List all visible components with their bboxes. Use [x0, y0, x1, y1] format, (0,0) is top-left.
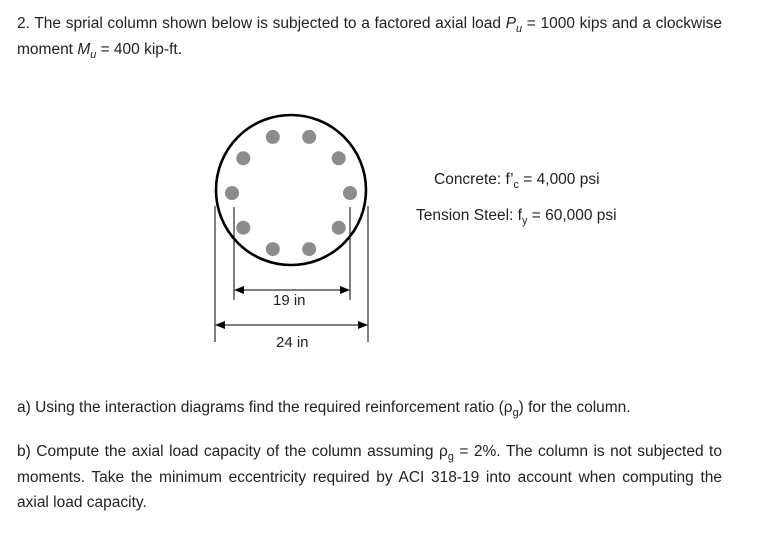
concrete-strength	[434, 170, 600, 190]
concrete-value: = 4,000 psi	[523, 171, 600, 188]
outer-arrow-left	[215, 321, 225, 329]
rebar-1	[302, 130, 316, 144]
part-a-text-2: ) for the column.	[518, 399, 631, 416]
part-b-text-2: = 2%. The column is not subjected to moments. Take the minimum eccentricity required by ACI 318-19 into account when computing the axial load capacity.	[17, 443, 722, 511]
rebar-4	[332, 221, 346, 235]
rebar-10	[266, 130, 280, 144]
problem-text-2: = 1000 kips and a clockwise moment	[17, 15, 723, 58]
part-a-subscript: g	[512, 407, 519, 420]
steel-strength	[416, 206, 617, 226]
part-b-text-1: b) Compute the axial load capacity of the column assuming ρ	[17, 443, 448, 460]
rebar-3	[343, 186, 357, 200]
column-outline	[216, 115, 366, 265]
problem-text-3: = 400 kip-ft.	[100, 40, 182, 58]
part-b-subscript: g	[447, 451, 454, 464]
steel-value: = 60,000 psi	[531, 207, 617, 224]
pu-symbol: P	[505, 15, 517, 32]
core-arrow-right	[340, 286, 350, 294]
steel-subscript: y	[521, 215, 528, 228]
outer-diameter-label: 24 in	[276, 334, 309, 351]
steel-label: Tension Steel: f	[416, 207, 522, 224]
rebar-6	[266, 242, 280, 256]
mu-symbol: M	[77, 40, 91, 58]
rebar-8	[225, 186, 239, 200]
concrete-label: Concrete: f’	[434, 171, 514, 188]
rebar-5	[302, 242, 316, 256]
concrete-subscript: c	[513, 179, 519, 192]
core-diameter-label: 19 in	[273, 292, 306, 309]
part-a	[17, 395, 722, 421]
part-b	[17, 439, 722, 516]
rebar-2	[332, 151, 346, 165]
outer-arrow-right	[358, 321, 368, 329]
mu-subscript: u	[90, 48, 97, 61]
pu-subscript: u	[516, 23, 523, 36]
problem-text-1: The sprial column shown below is subjected to a factored axial load	[34, 15, 502, 32]
rebar-7	[236, 221, 250, 235]
part-a-text-1: a) Using the interaction diagrams find the required reinforcement ratio (ρ	[17, 399, 513, 416]
rebar-group	[225, 130, 357, 256]
problem-number: 2.	[17, 15, 30, 32]
core-arrow-left	[234, 286, 244, 294]
rebar-9	[236, 151, 250, 165]
